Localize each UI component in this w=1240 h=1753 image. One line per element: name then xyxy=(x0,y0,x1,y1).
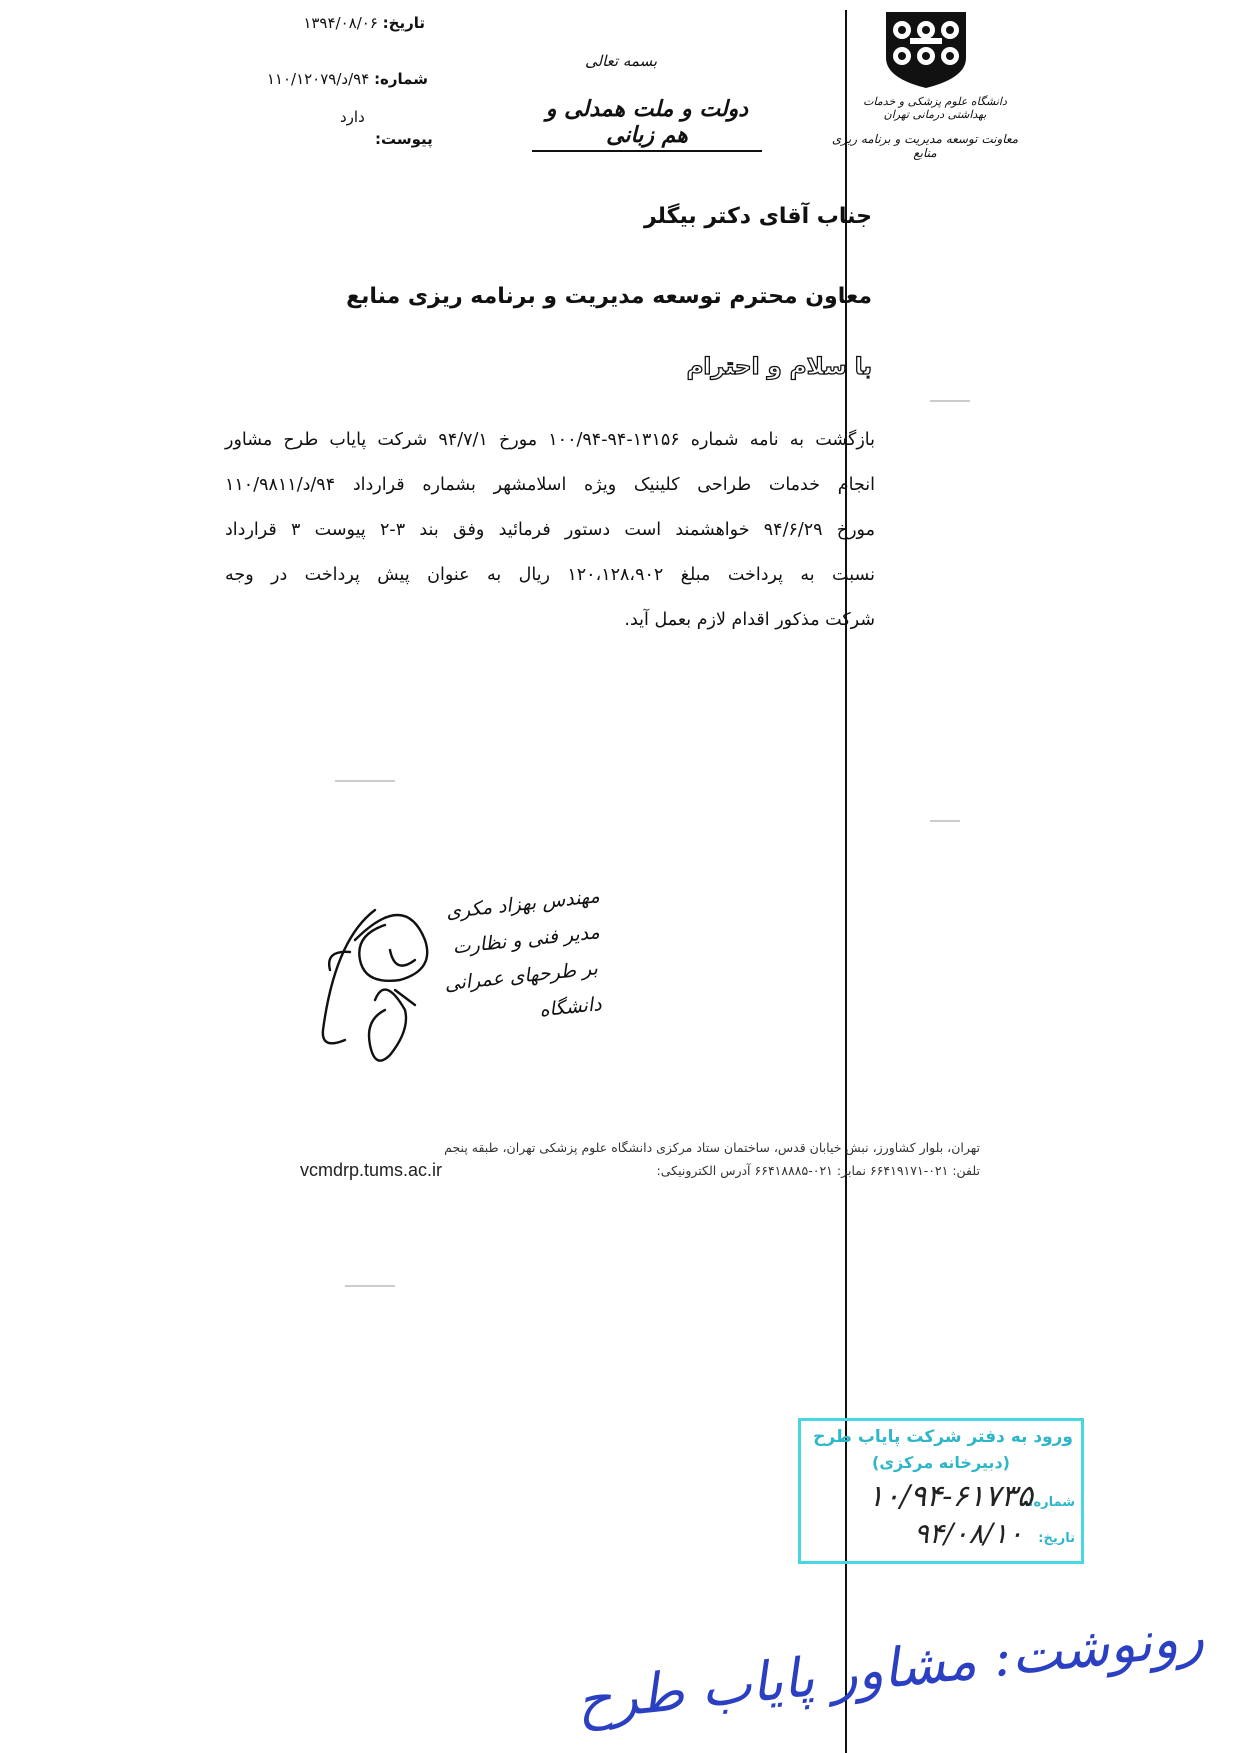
scan-speck xyxy=(930,820,960,822)
date-label: تاریخ: xyxy=(382,14,425,32)
footer-website: vcmdrp.tums.ac.ir xyxy=(300,1160,443,1180)
signer-department: بر طرحهای عمرانی دانشگاه xyxy=(443,957,603,1022)
number-value: ۹۴/د/۱۱۰/۱۲۰۷۹ xyxy=(266,70,370,88)
attachment-label: پیوست: xyxy=(375,130,433,148)
letter-date xyxy=(255,14,425,32)
date-value: ۱۳۹۴/۰۸/۰۶ xyxy=(303,14,378,32)
footer-contact: تلفن: ۰۲۱-۶۶۴۱۹۱۷۱ نمابر: ۰۲۱-۶۶۴۱۸۸۸۵ آدرس الکترونیکی: xyxy=(656,1163,980,1178)
stamp-number-label: شماره: xyxy=(1028,1495,1075,1510)
signer-name: مهندس بهزاد مکری xyxy=(444,885,601,924)
stamp-subtitle: (دبیرخانه مرکزی) xyxy=(872,1453,1010,1472)
body-line: انجام خدمات طراحی کلینیک ویژه اسلامشهر بشماره قرارداد ۹۴/د/۱۱۰/۹۸۱۱ xyxy=(225,475,875,495)
org-department: معاونت توسعه مدیریت و برنامه ریزی منابع xyxy=(831,132,1019,160)
body-line: شرکت مذکور اقدام لازم بعمل آید. xyxy=(624,610,875,630)
signature-block xyxy=(410,885,603,1032)
stamp-date-value: ۹۴/۰۸/۱۰ xyxy=(913,1517,1023,1550)
basmala: بسمه تعالی xyxy=(585,52,658,70)
slogan: دولت و ملت همدلی و هم زبانی xyxy=(532,96,762,152)
body-line: مورخ ۹۴/۶/۲۹ خواهشمند است دستور فرمائید وفق بند ۳-۲ پیوست ۳ قرارداد xyxy=(225,520,875,540)
letter-body xyxy=(225,418,875,643)
number-label: شماره: xyxy=(374,70,428,88)
received-stamp xyxy=(798,1418,1084,1564)
university-logo xyxy=(880,10,972,90)
recipient-title: معاون محترم توسعه مدیریت و برنامه ریزی منابع xyxy=(346,284,872,309)
body-line: نسبت به پرداخت مبلغ ۱۲۰،۱۲۸،۹۰۲ ریال به عنوان پیش پرداخت در وجه xyxy=(225,565,875,585)
greeting: با سلام و احترام xyxy=(686,354,872,380)
attachment-value: دارد xyxy=(340,108,365,126)
stamp-date-label: تاریخ: xyxy=(1038,1531,1075,1546)
stamp-title: ورود به دفتر شرکت پایاب طرح xyxy=(813,1427,1073,1447)
letter-number xyxy=(248,70,428,88)
recipient-name: جناب آقای دکتر بیگلر xyxy=(643,204,872,229)
scan-speck xyxy=(335,780,395,782)
stamp-number-value: ۱۰/۹۴-۶۱۷۳۵ xyxy=(867,1479,1033,1514)
body-line: بازگشت به نامه شماره ۱۳۱۵۶-۹۴-۱۰۰/۹۴ مورخ ۹۴/۷/۱ شرکت پایاب طرح مشاور xyxy=(225,430,875,450)
scan-speck xyxy=(345,1285,395,1287)
org-name: دانشگاه علوم پزشکی و خدمات بهداشتی درمانی تهران xyxy=(863,95,1007,121)
footer-address: تهران، بلوار کشاورز، نبش خیابان قدس، ساختمان ستاد مرکزی دانشگاه علوم پزشکی تهران، طبقه پنجم xyxy=(444,1140,980,1155)
signer-position: مدیر فنی و نظارت xyxy=(451,921,601,959)
handwritten-cc-note: رونوشت: مشاور پایاب طرح xyxy=(573,1604,1207,1733)
scan-speck xyxy=(930,400,970,402)
